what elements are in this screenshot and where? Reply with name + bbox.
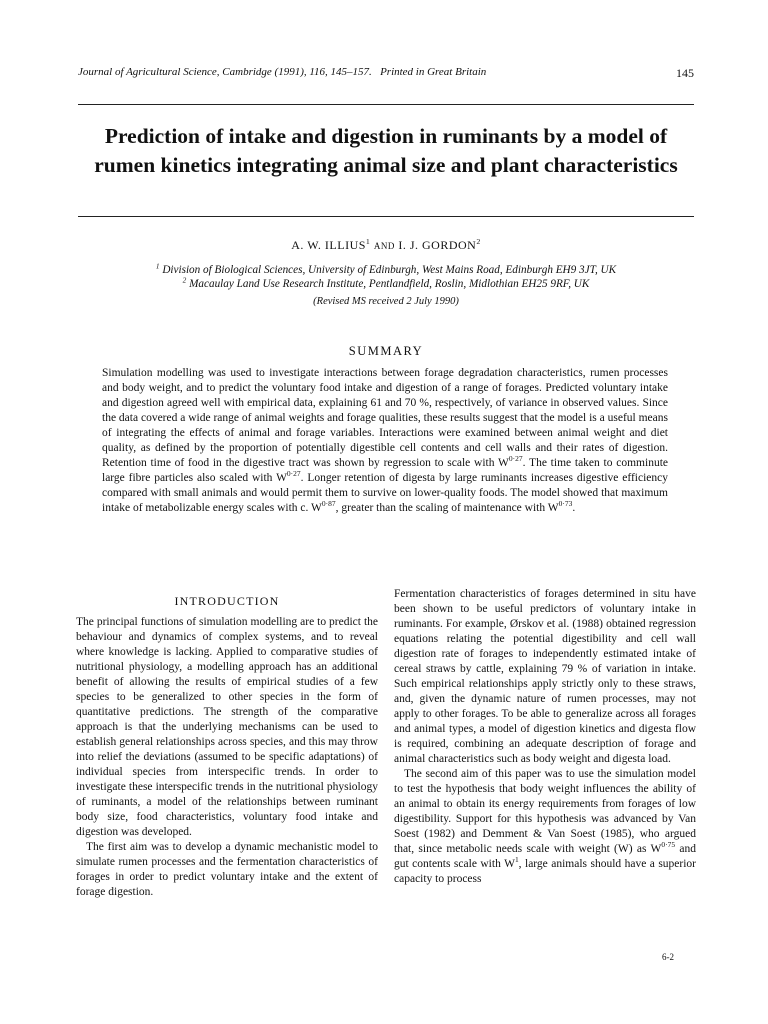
left-column bbox=[76, 584, 378, 900]
introduction-heading: INTRODUCTION bbox=[174, 594, 280, 608]
signature-mark: 6-2 bbox=[662, 952, 674, 962]
summary-heading: SUMMARY bbox=[348, 344, 424, 358]
exponent: 0·73 bbox=[558, 499, 573, 509]
affiliation-marker: 2 bbox=[182, 276, 187, 285]
author-line bbox=[78, 238, 694, 253]
summary-abstract bbox=[102, 366, 668, 516]
paper-title: Prediction of intake and digestion in ruminants by a model of rumen kinetics integrating animal size and plant characteristics bbox=[94, 124, 678, 177]
body-paragraph bbox=[394, 767, 696, 887]
revision-date: (Revised MS received 2 July 1990) bbox=[313, 296, 459, 307]
abstract-text: . bbox=[572, 502, 576, 514]
exponent: 1 bbox=[514, 855, 519, 865]
affiliations bbox=[78, 263, 694, 291]
journal-citation: Journal of Agricultural Science, Cambridge (1991), 116, 145–157. bbox=[78, 66, 372, 78]
affiliation-marker: 2 bbox=[476, 237, 481, 246]
body-paragraph: The principal functions of simulation modelling are to predict the behaviour and dynamics of complex systems, and to reveal where knowledge is lacking. Applied to comparative studies of nutritional physiology, a modelling approach has an additional benefit of allowing the results of empirical studies of a few species to be generalized to other species in the form of quantitative predictions. The strength of the comparative approach is that the underlying mechanisms can be used to establish general relationships across species, and this may throw into relief the deviations (assumed to be specific adaptations) of individual species from interspecific trends. In order to investigate these interspecific trends in the nutritional physiology of ruminants, a model of the relationships between ruminant body size, food characteristics, voluntary food intake and digestion was developed. bbox=[76, 616, 378, 838]
body-paragraph: Fermentation characteristics of forages determined in situ have been shown to be useful predictors of voluntary intake in ruminants. For example, Ørskov et al. (1988) obtained regression equations relating the potential digestibility and cell wall digestion rate of forages to independently estimated intake of cereal straws by cattle, explaining 79 % of variation in intake. Such empirical relationships apply strictly only to these straws, and, given the dynamic nature of rumen processes, may not apply to other forages. To be able to generalize across all forages and animal types, a model of digestion kinetics and digesta flow is required, combining an adequate description of forage and animal characteristics such as body weight and digesta load. bbox=[394, 588, 696, 765]
exponent: 0·87 bbox=[321, 499, 336, 509]
running-header bbox=[78, 66, 694, 78]
abstract-text: Simulation modelling was used to investigate interactions between forage degradation characteristics, rumen processes and body weight, and to predict the voluntary food intake and digestion of a range of forages. Predicted voluntary intake and digestion agreed well with empirical data, explaining 61 and 70 %, respectively, of variance in observed values. Since the data covered a wide range of animal weights and forage qualities, these results suggest that the model is a useful means of integrating the effects of animal and forage variables. Interactions were examined between animal weight and diet quality, as defined by the proportion of potentially digestible cell contents and cell walls and their rates of digestion. Retention time of food in the digestive tract was shown by regression to scale with W bbox=[102, 367, 668, 469]
affiliation-line bbox=[78, 263, 694, 277]
abstract-text: . The time taken to comminute large fibre particles also scaled with W bbox=[102, 457, 668, 484]
author-conjunction: AND bbox=[373, 241, 395, 251]
header-rule bbox=[78, 104, 694, 105]
right-column bbox=[394, 587, 696, 887]
affiliation-line bbox=[78, 277, 694, 291]
exponent: 0·27 bbox=[286, 469, 301, 479]
printed-note: Printed in Great Britain bbox=[380, 66, 487, 78]
paragraph-text: , large animals should have a superior capacity to process bbox=[394, 858, 697, 885]
affiliation-text: Division of Biological Sciences, University of Edinburgh, West Mains Road, Edinburgh EH9 3JT, UK bbox=[162, 264, 617, 276]
affiliation-marker: 1 bbox=[155, 262, 160, 271]
affiliation-text: Macaulay Land Use Research Institute, Pentlandfield, Roslin, Midlothian EH25 9RF, UK bbox=[189, 278, 590, 290]
abstract-text: , greater than the scaling of maintenance with W bbox=[335, 502, 559, 514]
affiliation-marker: 1 bbox=[365, 237, 371, 246]
exponent: 0·27 bbox=[508, 454, 523, 464]
paragraph-text: and gut contents scale with W bbox=[394, 843, 696, 870]
abstract-text: . Longer retention of digesta by large ruminants increases digestive efficiency compared with small animals and would permit them to survive on lower-quality foods. The model showed that maximum intake of metabolizable energy scales with c. W bbox=[102, 472, 668, 514]
exponent: 0·75 bbox=[661, 840, 676, 850]
body-paragraph: The first aim was to develop a dynamic mechanistic model to simulate rumen processes and the fermentation characteristics of forages in order to predict voluntary intake and the extent of forage digestion. bbox=[76, 841, 378, 898]
page-number: 145 bbox=[676, 66, 694, 80]
author-name: I. J. GORDON bbox=[398, 238, 477, 252]
author-name: A. W. ILLIUS bbox=[291, 238, 366, 252]
paragraph-text: The second aim of this paper was to use the simulation model to test the hypothesis that body weight influences the ability of an animal to obtain its energy requirements from forages of low digestibility. Support for this hypothesis was advanced by Van Soest (1982) and Demment & Van Soest (1985), who argued that, since metabolic needs scale with weight (W) as W bbox=[394, 768, 696, 855]
title-rule bbox=[78, 216, 694, 217]
